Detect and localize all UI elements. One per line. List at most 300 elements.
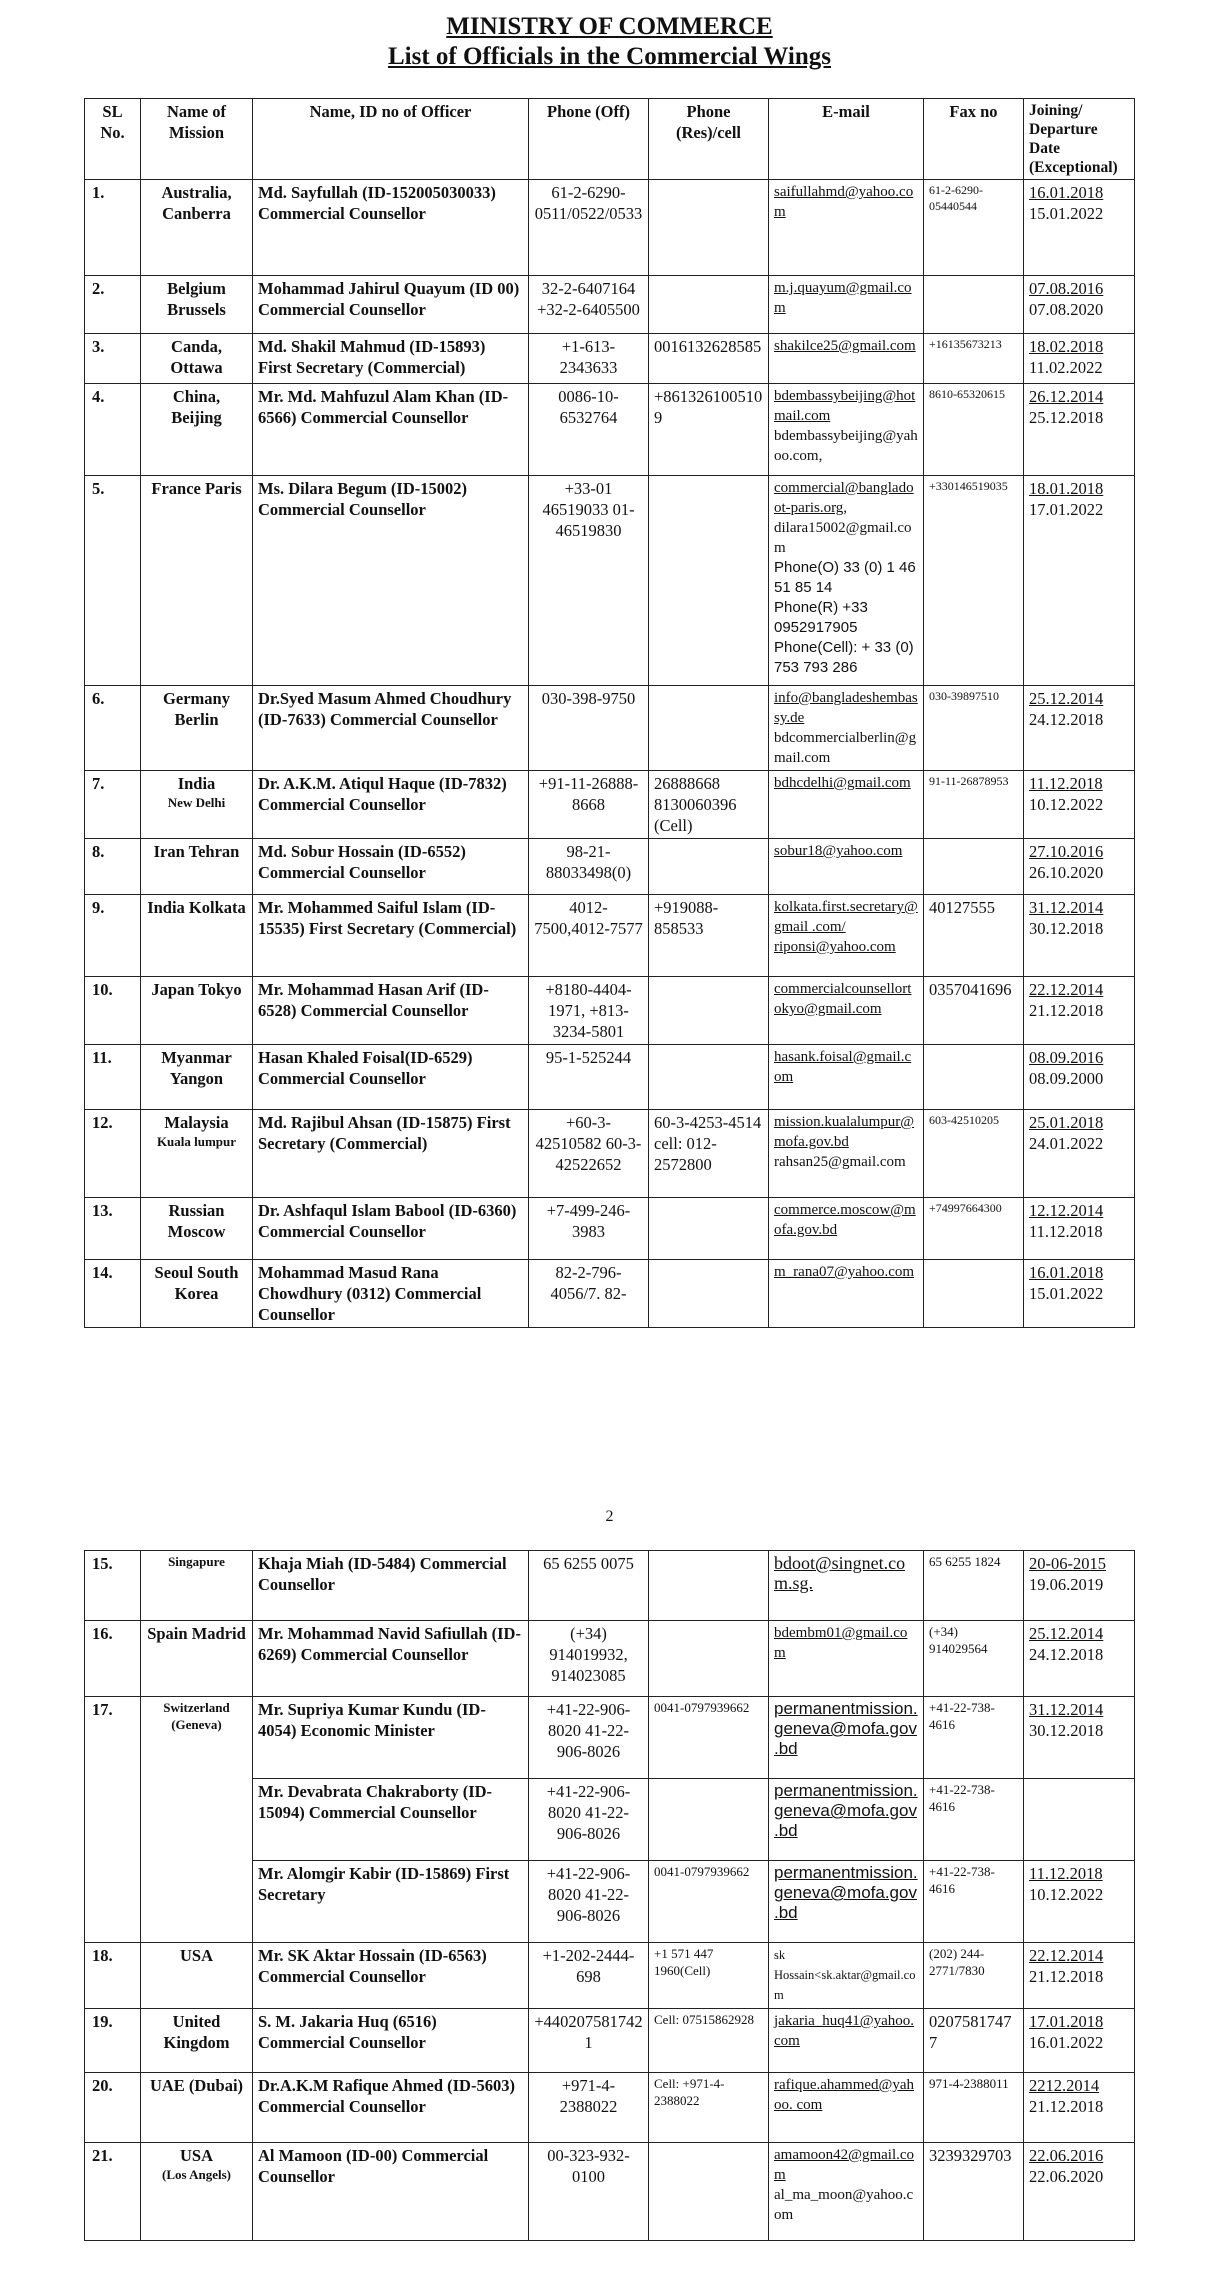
departure-date: 21.12.2018: [1029, 1001, 1104, 1020]
cell-fax: 3239329703: [924, 2143, 1024, 2241]
cell-sl: 9.: [85, 895, 141, 977]
cell-email: [769, 334, 924, 384]
cell-phone-res: [649, 1260, 769, 1328]
cell-sl: 15.: [85, 1551, 141, 1621]
cell-email: [769, 2143, 924, 2241]
departure-date: 17.01.2022: [1029, 500, 1104, 519]
email-link: commerce.moscow@mofa.gov.bd: [774, 1202, 916, 1238]
departure-date: 22.06.2020: [1029, 2167, 1104, 2186]
cell-phone-off: 4012-7500,4012-7577: [529, 895, 649, 977]
table-row: [85, 1045, 1135, 1110]
table-row: [85, 1697, 1135, 1779]
cell-fax: 030-39897510: [924, 686, 1024, 771]
departure-date: 30.12.2018: [1029, 1721, 1104, 1740]
mission-name: Seoul South Korea: [154, 1263, 239, 1303]
cell-phone-res: 0041-0797939662: [649, 1861, 769, 1943]
header-fax: Fax no: [924, 99, 1024, 180]
departure-date: 16.01.2022: [1029, 2033, 1104, 2052]
cell-date: [1024, 180, 1135, 276]
cell-sl: 11.: [85, 1045, 141, 1110]
header-email: E-mail: [769, 99, 924, 180]
cell-sl: 19.: [85, 2009, 141, 2073]
cell-sl: 14.: [85, 1260, 141, 1328]
cell-officer: Mohammad Masud Rana Chowdhury (0312) Commercial Counsellor: [253, 1260, 529, 1328]
cell-phone-res: [649, 686, 769, 771]
table-row: [85, 476, 1135, 686]
cell-officer: Mr. SK Aktar Hossain (ID-6563) Commercial Counsellor: [253, 1943, 529, 2009]
cell-phone-res: [649, 977, 769, 1045]
cell-sl: 2.: [85, 276, 141, 334]
cell-sl: 10.: [85, 977, 141, 1045]
mission-name: USA: [179, 2146, 213, 2165]
email-link: shakilce25@gmail.com: [774, 338, 916, 354]
mission-name: Malaysia: [164, 1113, 229, 1132]
table-row: [85, 384, 1135, 476]
cell-mission: [141, 977, 253, 1045]
officials-table-page2: [84, 1550, 1135, 2241]
departure-date: 19.06.2019: [1029, 1575, 1104, 1594]
cell-sl: 5.: [85, 476, 141, 686]
cell-phone-res: [649, 180, 769, 276]
email-link: permanentmission.geneva@mofa.gov.bd: [774, 1699, 918, 1758]
cell-phone-off: 00-323-932-0100: [529, 2143, 649, 2241]
cell-mission: [141, 334, 253, 384]
cell-sl: 3.: [85, 334, 141, 384]
cell-date: [1024, 977, 1135, 1045]
departure-date: 30.12.2018: [1029, 919, 1104, 938]
mission-name: Germany Berlin: [163, 689, 230, 729]
header-date: Joining/ Departure Date (Exceptional): [1024, 99, 1135, 180]
email-link: mission.kualalumpur@mofa.gov.bd: [774, 1114, 915, 1150]
cell-phone-off: +41-22-906-8020 41-22-906-8026: [529, 1779, 649, 1861]
cell-mission: [141, 276, 253, 334]
cell-date: [1024, 476, 1135, 686]
email-link: sk Hossain<sk.aktar@gmail.com: [774, 1948, 916, 2002]
page-number: 2: [605, 1508, 614, 1525]
departure-date: 11.12.2018: [1029, 1222, 1103, 1241]
joining-date: 16.01.2018: [1029, 1263, 1104, 1282]
cell-fax: (+34) 914029564: [924, 1621, 1024, 1697]
departure-date: 21.12.2018: [1029, 1967, 1104, 1986]
cell-fax: 02075817477: [924, 2009, 1024, 2073]
cell-date: [1024, 1943, 1135, 2009]
header-sl: SL No.: [85, 99, 141, 180]
table-row: [85, 276, 1135, 334]
joining-date: 18.01.2018: [1029, 479, 1104, 498]
cell-fax: [924, 1045, 1024, 1110]
cell-mission: [141, 2073, 253, 2143]
email-link: commercialcounsellortokyo@gmail.com: [774, 981, 912, 1017]
cell-date: [1024, 686, 1135, 771]
email-link: bdembm01@gmail.com: [774, 1625, 908, 1661]
cell-mission: [141, 1551, 253, 1621]
cell-email: [769, 180, 924, 276]
cell-mission: [141, 1260, 253, 1328]
cell-email: [769, 771, 924, 839]
email-phone-o: Phone(O) 33 (0) 1 46 51 85 14: [774, 559, 916, 596]
cell-mission: [141, 1943, 253, 2009]
departure-date: 25.12.2018: [1029, 408, 1104, 427]
cell-officer: Dr. A.K.M. Atiqul Haque (ID-7832) Commercial Counsellor: [253, 771, 529, 839]
joining-date: 25.12.2014: [1029, 689, 1104, 708]
cell-fax: 8610-65320615: [924, 384, 1024, 476]
joining-date: 2212.2014: [1029, 2076, 1100, 2095]
email-link-2: bdembassybeijing@yahoo.com,: [774, 428, 918, 464]
cell-phone-res: 26888668 8130060396 (Cell): [649, 771, 769, 839]
cell-officer: S. M. Jakaria Huq (6516) Commercial Counsellor: [253, 2009, 529, 2073]
cell-phone-off: +1-613-2343633: [529, 334, 649, 384]
joining-date: 22.12.2014: [1029, 980, 1104, 999]
table-row: [85, 839, 1135, 895]
cell-email: [769, 1551, 924, 1621]
cell-phone-res: 0041-0797939662: [649, 1697, 769, 1779]
officials-table-page1: [84, 98, 1135, 1328]
joining-date: 25.12.2014: [1029, 1624, 1104, 1643]
cell-phone-res: [649, 276, 769, 334]
cell-phone-off: +41-22-906-8020 41-22-906-8026: [529, 1697, 649, 1779]
cell-fax: +41-22-738-4616: [924, 1779, 1024, 1861]
mission-sub: New Delhi: [167, 795, 226, 810]
cell-phone-res: +8613261005109: [649, 384, 769, 476]
email-link: bdhcdelhi@gmail.com: [774, 775, 911, 791]
cell-mission: [141, 771, 253, 839]
email-phone-c: Phone(Cell): + 33 (0) 753 793 286: [774, 639, 914, 676]
table-row: [85, 2073, 1135, 2143]
cell-fax: 91-11-26878953: [924, 771, 1024, 839]
cell-date: [1024, 2073, 1135, 2143]
cell-phone-res: Cell: +971-4-2388022: [649, 2073, 769, 2143]
departure-date: 08.09.2000: [1029, 1069, 1104, 1088]
email-link: bdoot@singnet.com.sg.: [774, 1553, 906, 1593]
cell-phone-res: [649, 1779, 769, 1861]
cell-fax: [924, 839, 1024, 895]
cell-date: [1024, 1861, 1135, 1943]
email-link: jakaria_huq41@yahoo.com: [774, 2013, 915, 2049]
cell-email: [769, 1697, 924, 1779]
cell-phone-off: 98-21-88033498(0): [529, 839, 649, 895]
joining-date: 31.12.2014: [1029, 898, 1104, 917]
mission-name: France Paris: [151, 479, 242, 498]
cell-email: [769, 1779, 924, 1861]
cell-officer: Md. Sayfullah (ID-152005030033) Commercial Counsellor: [253, 180, 529, 276]
cell-fax: 0357041696: [924, 977, 1024, 1045]
table-row: [85, 1198, 1135, 1260]
cell-email: [769, 895, 924, 977]
cell-phone-res: 60-3-4253-4514 cell: 012-2572800: [649, 1110, 769, 1198]
cell-phone-res: +1 571 447 1960(Cell): [649, 1943, 769, 2009]
cell-email: [769, 1260, 924, 1328]
cell-phone-off: 0086-10-6532764: [529, 384, 649, 476]
joining-date: 08.09.2016: [1029, 1048, 1104, 1067]
cell-phone-res: [649, 1198, 769, 1260]
cell-mission: [141, 1110, 253, 1198]
departure-date: 10.12.2022: [1029, 795, 1104, 814]
cell-mission: [141, 895, 253, 977]
cell-date: [1024, 1697, 1135, 1779]
cell-email: [769, 276, 924, 334]
departure-date: 24.12.2018: [1029, 710, 1104, 729]
cell-phone-off: 32-2-6407164 +32-2-6405500: [529, 276, 649, 334]
joining-date: 22.12.2014: [1029, 1946, 1104, 1965]
cell-fax: +330146519035: [924, 476, 1024, 686]
table-row: [85, 895, 1135, 977]
mission-name: Canda, Ottawa: [170, 337, 223, 377]
table-row: [85, 1260, 1135, 1328]
cell-mission: [141, 180, 253, 276]
cell-fax: +41-22-738-4616: [924, 1697, 1024, 1779]
cell-phone-res: [649, 1621, 769, 1697]
cell-fax: [924, 276, 1024, 334]
cell-date: [1024, 895, 1135, 977]
mission-name: Belgium Brussels: [167, 279, 226, 319]
cell-email: [769, 686, 924, 771]
cell-email: [769, 476, 924, 686]
departure-date: 26.10.2020: [1029, 863, 1104, 882]
table-row: [85, 334, 1135, 384]
header-mission: Name of Mission: [141, 99, 253, 180]
mission-sub: Kuala lumpur: [156, 1134, 237, 1149]
cell-email: [769, 384, 924, 476]
cell-officer: Hasan Khaled Foisal(ID-6529) Commercial Counsellor: [253, 1045, 529, 1110]
cell-sl: 16.: [85, 1621, 141, 1697]
cell-officer: Mr. Alomgir Kabir (ID-15869) First Secretary: [253, 1861, 529, 1943]
table-row: [85, 1621, 1135, 1697]
table-row: [85, 771, 1135, 839]
cell-phone-res: [649, 2143, 769, 2241]
email-link: commercial@bangladoot-paris.org,: [774, 480, 914, 516]
table-row: [85, 1943, 1135, 2009]
cell-mission: [141, 2143, 253, 2241]
cell-email: [769, 1621, 924, 1697]
cell-phone-off: +60-3-42510582 60-3-42522652: [529, 1110, 649, 1198]
cell-date: [1024, 1198, 1135, 1260]
cell-officer: Khaja Miah (ID-5484) Commercial Counsellor: [253, 1551, 529, 1621]
cell-officer: Mr. Mohammed Saiful Islam (ID-15535) First Secretary (Commercial): [253, 895, 529, 977]
cell-mission: [141, 2009, 253, 2073]
cell-officer: Dr. Ashfaqul Islam Babool (ID-6360) Commercial Counsellor: [253, 1198, 529, 1260]
cell-email: [769, 1198, 924, 1260]
mission-name: Australia, Canberra: [161, 183, 232, 223]
cell-fax: 603-42510205: [924, 1110, 1024, 1198]
cell-email: [769, 1045, 924, 1110]
cell-date: [1024, 276, 1135, 334]
cell-sl: 17.: [85, 1697, 141, 1943]
mission-name: United Kingdom: [163, 2012, 230, 2052]
cell-phone-off: 65 6255 0075: [529, 1551, 649, 1621]
joining-date: 16.01.2018: [1029, 183, 1104, 202]
cell-phone-res: [649, 839, 769, 895]
cell-date: [1024, 839, 1135, 895]
email-link: m_rana07@yahoo.com: [774, 1264, 915, 1280]
cell-sl: 12.: [85, 1110, 141, 1198]
mission-name: Singapure: [168, 1554, 225, 1569]
cell-date: [1024, 2143, 1135, 2241]
cell-email: [769, 1110, 924, 1198]
joining-date: 11.12.2018: [1029, 774, 1103, 793]
cell-phone-off: +91-11-26888-8668: [529, 771, 649, 839]
cell-sl: 6.: [85, 686, 141, 771]
cell-fax: 971-4-2388011: [924, 2073, 1024, 2143]
cell-email: [769, 2009, 924, 2073]
email-link-2: dilara15002@gmail.com: [774, 520, 912, 556]
joining-date: 17.01.2018: [1029, 2012, 1104, 2031]
table-row: [85, 977, 1135, 1045]
cell-officer: Dr.Syed Masum Ahmed Choudhury (ID-7633) Commercial Counsellor: [253, 686, 529, 771]
cell-phone-off: +7-499-246-3983: [529, 1198, 649, 1260]
cell-mission: [141, 476, 253, 686]
joining-date: 26.12.2014: [1029, 387, 1104, 406]
departure-date: 24.12.2018: [1029, 1645, 1104, 1664]
email-link: permanentmission.geneva@mofa.gov.bd: [774, 1863, 918, 1922]
cell-date: [1024, 334, 1135, 384]
cell-email: [769, 1943, 924, 2009]
page-subtitle: List of Officials in the Commercial Wings: [387, 43, 832, 70]
cell-phone-res: Cell: 07515862928: [649, 2009, 769, 2073]
cell-phone-off: 82-2-796-4056/7. 82-: [529, 1260, 649, 1328]
email-link: kolkata.first.secretary@gmail .com/ riponsi@yahoo.com: [774, 899, 918, 955]
cell-fax: +16135673213: [924, 334, 1024, 384]
joining-date: 18.02.2018: [1029, 337, 1104, 356]
cell-phone-off: 030-398-9750: [529, 686, 649, 771]
mission-name: Japan Tokyo: [151, 980, 242, 999]
cell-officer: Dr.A.K.M Rafique Ahmed (ID-5603) Commercial Counsellor: [253, 2073, 529, 2143]
mission-name: Iran Tehran: [153, 842, 240, 861]
cell-phone-off: 95-1-525244: [529, 1045, 649, 1110]
cell-fax: (202) 244-2771/7830: [924, 1943, 1024, 2009]
cell-fax: [924, 1260, 1024, 1328]
cell-fax: 61-2-6290-05440544: [924, 180, 1024, 276]
cell-officer: Md. Rajibul Ahsan (ID-15875) First Secretary (Commercial): [253, 1110, 529, 1198]
cell-email: [769, 1861, 924, 1943]
cell-officer: Mr. Mohammad Navid Safiullah (ID-6269) Commercial Counsellor: [253, 1621, 529, 1697]
cell-phone-res: +919088-858533: [649, 895, 769, 977]
mission-sub: (Los Angels): [162, 2167, 231, 2182]
joining-date: 11.12.2018: [1029, 1864, 1103, 1883]
email-link: hasank.foisal@gmail.com: [774, 1049, 912, 1085]
mission-name: Russian Moscow: [167, 1201, 226, 1241]
cell-phone-off: +41-22-906-8020 41-22-906-8026: [529, 1861, 649, 1943]
cell-date: [1024, 384, 1135, 476]
joining-date: 25.01.2018: [1029, 1113, 1104, 1132]
mission-name: India: [177, 774, 216, 793]
cell-officer: Mr. Devabrata Chakraborty (ID-15094) Commercial Counsellor: [253, 1779, 529, 1861]
cell-sl: 13.: [85, 1198, 141, 1260]
departure-date: 15.01.2022: [1029, 204, 1104, 223]
cell-phone-off: +33-01 46519033 01-46519830: [529, 476, 649, 686]
cell-officer: Mr. Supriya Kumar Kundu (ID-4054) Economic Minister: [253, 1697, 529, 1779]
mission-name: Switzerland (Geneva): [163, 1700, 230, 1732]
departure-date: 10.12.2022: [1029, 1885, 1104, 1904]
email-link: sobur18@yahoo.com: [774, 843, 903, 859]
departure-date: 11.02.2022: [1029, 358, 1103, 377]
email-link: amamoon42@gmail.com: [774, 2147, 915, 2183]
mission-name: India Kolkata: [147, 898, 246, 917]
table-row: [85, 686, 1135, 771]
cell-mission: [141, 839, 253, 895]
cell-officer: Mr. Md. Mahfuzul Alam Khan (ID-6566) Commercial Counsellor: [253, 384, 529, 476]
cell-sl: 7.: [85, 771, 141, 839]
email-link: info@bangladeshembassy.de: [774, 690, 918, 726]
cell-officer: Ms. Dilara Begum (ID-15002) Commercial Counsellor: [253, 476, 529, 686]
email-link-2: bdcommercialberlin@gmail.com: [774, 730, 917, 766]
cell-phone-res: [649, 1045, 769, 1110]
cell-email: [769, 977, 924, 1045]
table-row: [85, 2143, 1135, 2241]
header-phone-off: Phone (Off): [529, 99, 649, 180]
cell-date: [1024, 2009, 1135, 2073]
table-row: [85, 2009, 1135, 2073]
cell-phone-off: (+34) 914019932, 914023085: [529, 1621, 649, 1697]
email-link: rafique.ahammed@yahoo. com: [774, 2077, 915, 2113]
cell-phone-off: +4402075817421: [529, 2009, 649, 2073]
cell-phone-off: +971-4-2388022: [529, 2073, 649, 2143]
cell-fax: +74997664300: [924, 1198, 1024, 1260]
joining-date: 27.10.2016: [1029, 842, 1104, 861]
table-header-row: [85, 99, 1135, 180]
table-row: [85, 180, 1135, 276]
cell-phone-off: 61-2-6290-0511/0522/0533: [529, 180, 649, 276]
cell-date: [1024, 1621, 1135, 1697]
header-phone-res: Phone (Res)/cell: [649, 99, 769, 180]
cell-phone-off: +8180-4404-1971, +813-3234-5801: [529, 977, 649, 1045]
cell-officer: Md. Sobur Hossain (ID-6552) Commercial Counsellor: [253, 839, 529, 895]
cell-fax: +41-22-738-4616: [924, 1861, 1024, 1943]
email-link: permanentmission.geneva@mofa.gov.bd: [774, 1781, 918, 1840]
cell-email: [769, 839, 924, 895]
cell-date: [1024, 1779, 1135, 1861]
cell-sl: 18.: [85, 1943, 141, 2009]
cell-sl: 8.: [85, 839, 141, 895]
departure-date: 15.01.2022: [1029, 1284, 1104, 1303]
cell-phone-res: 0016132628585: [649, 334, 769, 384]
departure-date: 24.01.2022: [1029, 1134, 1104, 1153]
cell-mission: [141, 1621, 253, 1697]
cell-date: [1024, 771, 1135, 839]
mission-name: China, Beijing: [171, 387, 222, 427]
email-link: bdembassybeijing@hotmail.com: [774, 388, 916, 424]
mission-name: Spain Madrid: [147, 1624, 246, 1643]
cell-mission: [141, 1045, 253, 1110]
departure-date: 21.12.2018: [1029, 2097, 1104, 2116]
email-link-2: al_ma_moon@yahoo.com: [774, 2187, 914, 2223]
cell-phone-res: [649, 476, 769, 686]
email-link-2: rahsan25@gmail.com: [774, 1154, 906, 1170]
cell-fax: 40127555: [924, 895, 1024, 977]
cell-mission: [141, 1198, 253, 1260]
email-link: m.j.quayum@gmail.com: [774, 280, 912, 316]
header-name: Name, ID no of Officer: [253, 99, 529, 180]
table-row: [85, 1110, 1135, 1198]
joining-date: 22.06.2016: [1029, 2146, 1104, 2165]
joining-date: 07.08.2016: [1029, 279, 1104, 298]
cell-officer: Mohammad Jahirul Quayum (ID 00) Commercial Counsellor: [253, 276, 529, 334]
cell-date: [1024, 1551, 1135, 1621]
cell-mission: [141, 686, 253, 771]
cell-phone-off: +1-202-2444-698: [529, 1943, 649, 2009]
cell-mission: [141, 384, 253, 476]
cell-fax: 65 6255 1824: [924, 1551, 1024, 1621]
cell-officer: Md. Shakil Mahmud (ID-15893) First Secretary (Commercial): [253, 334, 529, 384]
email-link: saifullahmd@yahoo.com: [774, 184, 914, 220]
cell-date: [1024, 1260, 1135, 1328]
email-phone-r: Phone(R) +33 0952917905: [774, 599, 868, 636]
joining-date: 20-06-2015: [1029, 1554, 1106, 1573]
cell-date: [1024, 1110, 1135, 1198]
joining-date: 31.12.2014: [1029, 1700, 1104, 1719]
departure-date: 07.08.2020: [1029, 300, 1104, 319]
cell-officer: Al Mamoon (ID-00) Commercial Counsellor: [253, 2143, 529, 2241]
cell-sl: 4.: [85, 384, 141, 476]
